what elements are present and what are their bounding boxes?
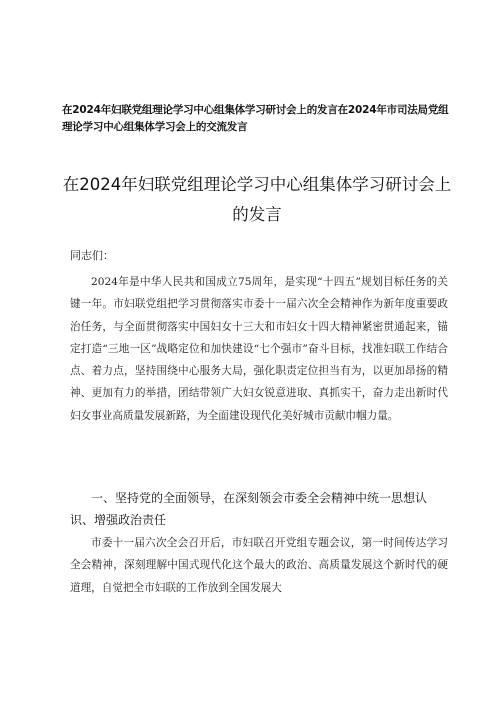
section-heading: 一、坚持党的全面领导，在深刻领会市委全会精神中统一思想认识、增强政治责任	[70, 491, 428, 527]
body-paragraph: 市委十一届六次全会召开后，市妇联召开党组专题会议，第一时间传达学习全会精神，深刻理解中国式现代化这个最大的政治、高质量发展这个新时代的硬道理，自觉把全市妇联的工作放到全国发展大	[70, 537, 448, 594]
speech-heading: 在2024年妇联党组理论学习中心组集体学习研讨会上的发言	[62, 175, 452, 224]
salutation: 同志们：	[70, 249, 114, 262]
document-title: 在2024年妇联党组理论学习中心组集体学习研讨会上的发言在2024年市司法局党组理论学习中心组集体学习会上的交流发言	[62, 104, 449, 133]
body-paragraph: 2024年是中华人民共和国成立75周年，是实现“十四五”规划目标任务的关键一年。市妇联党组把学习贯彻落实市委十一届六次全会精神作为新年度重要政治任务，与全面贯彻落实中国妇女十三大和市妇女十四大精神紧密贯通起来，锚定打造“三地一区”战略定位和加快建设“七个强市”奋斗目标，找准妇联工作结合点、着力点，坚持围绕中心服务大局，强化职责定位担当有为，以更加昂扬的精神、更加有力的举措，团结带领广大妇女锐意进取、真抓实干，奋力走出新时代妇女事业高质量发展新路，为全面建设现代化美好城市贡献巾帼力量。	[70, 276, 448, 422]
